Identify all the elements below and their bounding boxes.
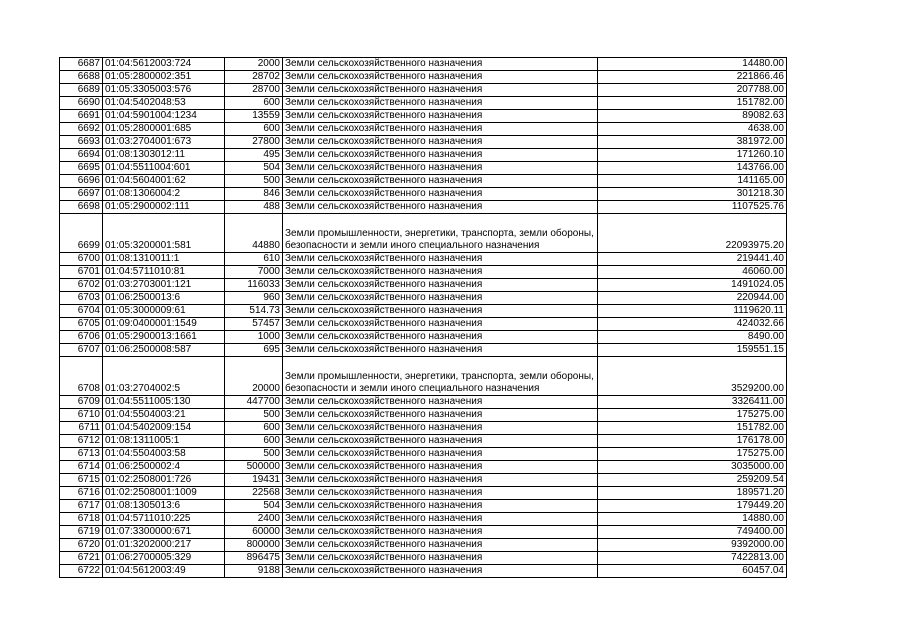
cell-cadastral-value: 3529200.00 <box>598 357 787 396</box>
cell-cadastral-number: 01:04:5511005:130 <box>103 396 225 409</box>
cell-cadastral-value: 3326411.00 <box>598 396 787 409</box>
cell-cadastral-number: 01:08:1306004:2 <box>103 188 225 201</box>
cell-land-category: Земли сельскохозяйственного назначения <box>283 110 598 123</box>
cell-cadastral-value: 1107525.76 <box>598 201 787 214</box>
cell-cadastral-value: 151782.00 <box>598 97 787 110</box>
cell-cadastral-number: 01:05:2900013:1661 <box>103 331 225 344</box>
table-row <box>60 331 787 344</box>
cell-row-number: 6691 <box>60 110 103 123</box>
cell-cadastral-number: 01:08:1311005:1 <box>103 435 225 448</box>
cell-area: 600 <box>225 422 283 435</box>
cell-cadastral-value: 207788.00 <box>598 84 787 97</box>
cell-row-number: 6721 <box>60 552 103 565</box>
cell-cadastral-value: 179449.20 <box>598 500 787 513</box>
cell-cadastral-value: 381972.00 <box>598 136 787 149</box>
cell-cadastral-number: 01:05:3200001:581 <box>103 214 225 253</box>
cell-row-number: 6715 <box>60 474 103 487</box>
cell-cadastral-value: 4638.00 <box>598 123 787 136</box>
table-row <box>60 357 787 396</box>
cell-cadastral-number: 01:05:2800001:685 <box>103 123 225 136</box>
cell-row-number: 6710 <box>60 409 103 422</box>
cell-area: 514.73 <box>225 305 283 318</box>
cell-cadastral-value: 219441.40 <box>598 253 787 266</box>
table-row <box>60 565 787 578</box>
table-row <box>60 448 787 461</box>
cell-cadastral-value: 175275.00 <box>598 448 787 461</box>
cell-land-category: Земли сельскохозяйственного назначения <box>283 305 598 318</box>
cell-land-category: Земли сельскохозяйственного назначения <box>283 123 598 136</box>
cell-land-category: Земли сельскохозяйственного назначения <box>283 84 598 97</box>
cell-cadastral-number: 01:04:5511004:601 <box>103 162 225 175</box>
cell-cadastral-value: 176178.00 <box>598 435 787 448</box>
cell-row-number: 6693 <box>60 136 103 149</box>
cell-land-category: Земли промышленности, энергетики, транспорта, земли обороны, безопасности и земли иного специального назначения <box>283 214 598 253</box>
cell-row-number: 6687 <box>60 58 103 71</box>
cell-cadastral-value: 424032.66 <box>598 318 787 331</box>
cell-land-category: Земли сельскохозяйственного назначения <box>283 331 598 344</box>
cell-cadastral-number: 01:04:5402009:154 <box>103 422 225 435</box>
cell-cadastral-value: 60457.04 <box>598 565 787 578</box>
table-row <box>60 279 787 292</box>
table-row <box>60 396 787 409</box>
cell-land-category: Земли сельскохозяйственного назначения <box>283 487 598 500</box>
cell-row-number: 6714 <box>60 461 103 474</box>
cell-row-number: 6694 <box>60 149 103 162</box>
cell-area: 19431 <box>225 474 283 487</box>
cell-cadastral-value: 89082.63 <box>598 110 787 123</box>
cell-cadastral-number: 01:04:5901004:1234 <box>103 110 225 123</box>
cell-land-category: Земли сельскохозяйственного назначения <box>283 136 598 149</box>
cell-cadastral-number: 01:06:2500008:587 <box>103 344 225 357</box>
cell-land-category: Земли сельскохозяйственного назначения <box>283 266 598 279</box>
table-row <box>60 253 787 266</box>
cell-row-number: 6713 <box>60 448 103 461</box>
table-row <box>60 188 787 201</box>
cell-row-number: 6706 <box>60 331 103 344</box>
cell-area: 57457 <box>225 318 283 331</box>
land-registry-table <box>59 57 787 578</box>
cell-row-number: 6688 <box>60 71 103 84</box>
cell-area: 7000 <box>225 266 283 279</box>
cell-cadastral-number: 01:04:5711010:225 <box>103 513 225 526</box>
cell-area: 495 <box>225 149 283 162</box>
cell-cadastral-number: 01:02:2508001:1009 <box>103 487 225 500</box>
cell-cadastral-value: 259209.54 <box>598 474 787 487</box>
cell-land-category: Земли промышленности, энергетики, транспорта, земли обороны, безопасности и земли иного специального назначения <box>283 357 598 396</box>
registry-table-body <box>60 58 787 578</box>
table-row <box>60 318 787 331</box>
cell-land-category: Земли сельскохозяйственного назначения <box>283 344 598 357</box>
cell-cadastral-value: 749400.00 <box>598 526 787 539</box>
table-row <box>60 149 787 162</box>
cell-land-category: Земли сельскохозяйственного назначения <box>283 149 598 162</box>
cell-row-number: 6697 <box>60 188 103 201</box>
table-row <box>60 487 787 500</box>
cell-area: 9188 <box>225 565 283 578</box>
cell-cadastral-value: 220944.00 <box>598 292 787 305</box>
cell-cadastral-number: 01:04:5711010:81 <box>103 266 225 279</box>
cell-row-number: 6722 <box>60 565 103 578</box>
cell-area: 22568 <box>225 487 283 500</box>
cell-land-category: Земли сельскохозяйственного назначения <box>283 58 598 71</box>
cell-area: 896475 <box>225 552 283 565</box>
cell-row-number: 6708 <box>60 357 103 396</box>
cell-row-number: 6689 <box>60 84 103 97</box>
cell-cadastral-number: 01:04:5504003:58 <box>103 448 225 461</box>
cell-cadastral-number: 01:02:2508001:726 <box>103 474 225 487</box>
cell-land-category: Земли сельскохозяйственного назначения <box>283 539 598 552</box>
cell-cadastral-number: 01:08:1310011:1 <box>103 253 225 266</box>
cell-area: 44880 <box>225 214 283 253</box>
table-row <box>60 461 787 474</box>
cell-area: 488 <box>225 201 283 214</box>
cell-cadastral-value: 189571.20 <box>598 487 787 500</box>
cell-row-number: 6711 <box>60 422 103 435</box>
cell-cadastral-number: 01:05:2800002:351 <box>103 71 225 84</box>
cell-cadastral-number: 01:08:1303012:11 <box>103 149 225 162</box>
cell-land-category: Земли сельскохозяйственного назначения <box>283 461 598 474</box>
cell-row-number: 6720 <box>60 539 103 552</box>
cell-area: 504 <box>225 162 283 175</box>
cell-row-number: 6701 <box>60 266 103 279</box>
cell-area: 600 <box>225 97 283 110</box>
table-row <box>60 474 787 487</box>
cell-row-number: 6690 <box>60 97 103 110</box>
cell-row-number: 6696 <box>60 175 103 188</box>
cell-cadastral-number: 01:03:2704001:673 <box>103 136 225 149</box>
cell-area: 447700 <box>225 396 283 409</box>
cell-row-number: 6709 <box>60 396 103 409</box>
cell-land-category: Земли сельскохозяйственного назначения <box>283 292 598 305</box>
cell-row-number: 6699 <box>60 214 103 253</box>
cell-cadastral-value: 7422813.00 <box>598 552 787 565</box>
cell-row-number: 6719 <box>60 526 103 539</box>
cell-row-number: 6718 <box>60 513 103 526</box>
cell-land-category: Земли сельскохозяйственного назначения <box>283 162 598 175</box>
cell-cadastral-value: 141165.00 <box>598 175 787 188</box>
cell-cadastral-value: 221866.46 <box>598 71 787 84</box>
cell-cadastral-number: 01:07:3300000:671 <box>103 526 225 539</box>
cell-land-category: Земли сельскохозяйственного назначения <box>283 201 598 214</box>
cell-row-number: 6703 <box>60 292 103 305</box>
cell-cadastral-value: 14480.00 <box>598 58 787 71</box>
table-row <box>60 422 787 435</box>
cell-cadastral-value: 143766.00 <box>598 162 787 175</box>
cell-area: 27800 <box>225 136 283 149</box>
cell-cadastral-value: 9392000.00 <box>598 539 787 552</box>
cell-area: 600 <box>225 435 283 448</box>
cell-area: 600 <box>225 123 283 136</box>
cell-cadastral-value: 1119620.11 <box>598 305 787 318</box>
table-row <box>60 162 787 175</box>
cell-cadastral-value: 3035000.00 <box>598 461 787 474</box>
table-row <box>60 201 787 214</box>
cell-area: 28702 <box>225 71 283 84</box>
cell-cadastral-number: 01:08:1305013:6 <box>103 500 225 513</box>
cell-cadastral-value: 171260.10 <box>598 149 787 162</box>
cell-area: 960 <box>225 292 283 305</box>
cell-area: 695 <box>225 344 283 357</box>
cell-cadastral-number: 01:09:0400001:1549 <box>103 318 225 331</box>
cell-area: 2400 <box>225 513 283 526</box>
cell-land-category: Земли сельскохозяйственного назначения <box>283 500 598 513</box>
cell-area: 2000 <box>225 58 283 71</box>
cell-land-category: Земли сельскохозяйственного назначения <box>283 552 598 565</box>
cell-cadastral-value: 151782.00 <box>598 422 787 435</box>
cell-row-number: 6700 <box>60 253 103 266</box>
cell-cadastral-value: 22093975.20 <box>598 214 787 253</box>
table-row <box>60 58 787 71</box>
cell-cadastral-number: 01:03:2704002:5 <box>103 357 225 396</box>
cell-cadastral-number: 01:05:3000009:61 <box>103 305 225 318</box>
cell-cadastral-value: 175275.00 <box>598 409 787 422</box>
cell-area: 28700 <box>225 84 283 97</box>
cell-land-category: Земли сельскохозяйственного назначения <box>283 565 598 578</box>
cell-area: 610 <box>225 253 283 266</box>
cell-cadastral-value: 46060.00 <box>598 266 787 279</box>
cell-cadastral-number: 01:06:2500013:6 <box>103 292 225 305</box>
cell-land-category: Земли сельскохозяйственного назначения <box>283 188 598 201</box>
table-row <box>60 344 787 357</box>
cell-cadastral-number: 01:05:3305003:576 <box>103 84 225 97</box>
table-row <box>60 123 787 136</box>
cell-row-number: 6707 <box>60 344 103 357</box>
table-row <box>60 526 787 539</box>
cell-area: 500 <box>225 448 283 461</box>
table-row <box>60 435 787 448</box>
table-row <box>60 305 787 318</box>
cell-area: 116033 <box>225 279 283 292</box>
cell-row-number: 6692 <box>60 123 103 136</box>
cell-land-category: Земли сельскохозяйственного назначения <box>283 253 598 266</box>
table-row <box>60 136 787 149</box>
cell-cadastral-number: 01:04:5604001:62 <box>103 175 225 188</box>
cell-cadastral-number: 01:06:2700005:329 <box>103 552 225 565</box>
cell-row-number: 6704 <box>60 305 103 318</box>
table-row <box>60 292 787 305</box>
cell-land-category: Земли сельскохозяйственного назначения <box>283 422 598 435</box>
table-row <box>60 552 787 565</box>
cell-land-category: Земли сельскохозяйственного назначения <box>283 71 598 84</box>
cell-area: 60000 <box>225 526 283 539</box>
cell-land-category: Земли сельскохозяйственного назначения <box>283 435 598 448</box>
table-row <box>60 266 787 279</box>
cell-area: 500000 <box>225 461 283 474</box>
cell-land-category: Земли сельскохозяйственного назначения <box>283 409 598 422</box>
cell-area: 20000 <box>225 357 283 396</box>
cell-cadastral-number: 01:06:2500002:4 <box>103 461 225 474</box>
cell-land-category: Земли сельскохозяйственного назначения <box>283 97 598 110</box>
cell-cadastral-number: 01:04:5504003:21 <box>103 409 225 422</box>
cell-cadastral-value: 8490.00 <box>598 331 787 344</box>
table-row <box>60 175 787 188</box>
cell-row-number: 6712 <box>60 435 103 448</box>
cell-land-category: Земли сельскохозяйственного назначения <box>283 318 598 331</box>
table-row <box>60 409 787 422</box>
cell-cadastral-value: 159551.15 <box>598 344 787 357</box>
cell-area: 13559 <box>225 110 283 123</box>
cell-row-number: 6716 <box>60 487 103 500</box>
cell-cadastral-number: 01:03:2703001:121 <box>103 279 225 292</box>
table-row <box>60 214 787 253</box>
cell-land-category: Земли сельскохозяйственного назначения <box>283 474 598 487</box>
cell-land-category: Земли сельскохозяйственного назначения <box>283 513 598 526</box>
table-row <box>60 84 787 97</box>
cell-row-number: 6698 <box>60 201 103 214</box>
cell-area: 846 <box>225 188 283 201</box>
cell-land-category: Земли сельскохозяйственного назначения <box>283 175 598 188</box>
table-row <box>60 110 787 123</box>
cell-cadastral-number: 01:01:3202000:217 <box>103 539 225 552</box>
cell-cadastral-number: 01:05:2900002:111 <box>103 201 225 214</box>
cell-cadastral-number: 01:04:5612003:49 <box>103 565 225 578</box>
cell-land-category: Земли сельскохозяйственного назначения <box>283 279 598 292</box>
cell-land-category: Земли сельскохозяйственного назначения <box>283 526 598 539</box>
cell-land-category: Земли сельскохозяйственного назначения <box>283 396 598 409</box>
cell-area: 500 <box>225 175 283 188</box>
cell-row-number: 6695 <box>60 162 103 175</box>
table-row <box>60 97 787 110</box>
cell-cadastral-value: 301218.30 <box>598 188 787 201</box>
table-row <box>60 500 787 513</box>
cell-row-number: 6702 <box>60 279 103 292</box>
cell-cadastral-number: 01:04:5402048:53 <box>103 97 225 110</box>
cell-cadastral-value: 1491024.05 <box>598 279 787 292</box>
table-row <box>60 539 787 552</box>
cell-area: 500 <box>225 409 283 422</box>
cell-area: 800000 <box>225 539 283 552</box>
cell-area: 504 <box>225 500 283 513</box>
table-row <box>60 513 787 526</box>
table-row <box>60 71 787 84</box>
cell-row-number: 6705 <box>60 318 103 331</box>
cell-row-number: 6717 <box>60 500 103 513</box>
cell-area: 1000 <box>225 331 283 344</box>
cell-cadastral-value: 14880.00 <box>598 513 787 526</box>
cell-cadastral-number: 01:04:5612003:724 <box>103 58 225 71</box>
cell-land-category: Земли сельскохозяйственного назначения <box>283 448 598 461</box>
